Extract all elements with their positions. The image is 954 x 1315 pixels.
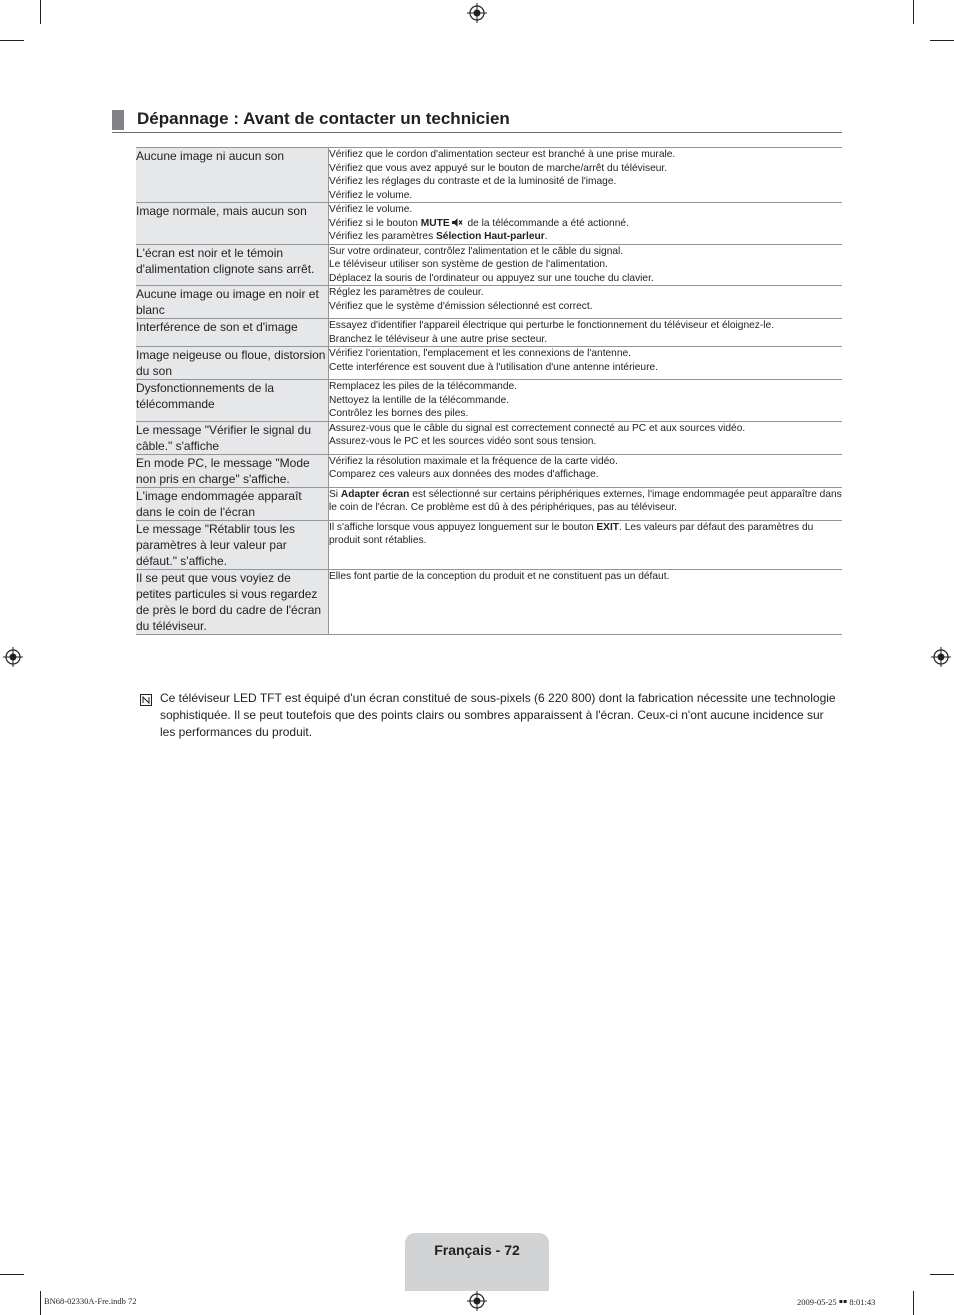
crop-mark [930,40,954,41]
title-marker [112,110,124,130]
table-row [136,380,842,422]
text-segment: Vérifiez les paramètres [329,231,437,242]
solution-line: Assurez-vous le PC et les sources vidéo sont sous tension. [329,436,597,447]
table-row [136,244,842,286]
note-text: Ce téléviseur LED TFT est équipé d'un écran constitué de sous-pixels (6 220 800) dont la fabrication nécessite une technologie sophistiquée. Il se peut toutefois que des points clairs ou sombres apparaissent à l'écran. Ceux-ci n'ont aucune incidence sur les performances du produit. [160,691,836,739]
crop-mark [913,0,914,24]
registration-mark-icon [467,3,487,23]
solution-line: Vérifiez que vous avez appuyé sur le bouton de marche/arrêt du téléviseur. [329,162,668,174]
solution-cell [329,319,843,347]
table-row [136,520,842,569]
solution-cell [329,380,843,422]
mute-label: MUTE [420,217,450,229]
text-segment: Si [329,488,341,500]
text-segment: est sélectionné sur certains périphériques externes, l'image endommagée peut apparaître dans le coin de l'écran. Ce problème est dû à des périphériques, pas au téléviseur. [329,488,842,513]
problem-cell: Image neigeuse ou floue, distorsion du son [136,347,329,380]
solution-line: Vérifiez les réglages du contraste et de la luminosité de l'image. [329,176,617,187]
solution-line: Sur votre ordinateur, contrôlez l'alimentation et le câble du signal. [329,245,624,257]
registration-mark-icon [3,647,23,667]
solution-cell [329,148,843,203]
setting-name: Adapter écran [340,488,410,500]
solution-cell [329,286,843,319]
solution-line [329,488,842,515]
solution-line [329,217,842,231]
crop-mark [40,0,41,24]
page-number-tab [405,1233,549,1291]
button-name: EXIT [596,521,620,533]
solution-line: Vérifiez le volume. [329,204,413,215]
solution-cell [329,487,843,520]
problem-cell: Le message "Rétablir tous les paramètres à leur valeur par défaut." s'affiche. [136,520,329,569]
solution-cell [329,244,843,286]
solution-line [329,521,842,548]
problem-cell: Aucune image ou image en noir et blanc [136,286,329,319]
solution-line: Elles font partie de la conception du produit et ne constituent pas un défaut. [329,570,670,582]
text-segment: Vérifiez si le bouton [329,217,421,229]
table-row [136,148,842,203]
solution-line: Comparez ces valeurs aux données des modes d'affichage. [329,469,599,480]
crop-mark [0,40,24,41]
solution-cell [329,421,843,454]
solution-line: Vérifiez que le système d'émission sélectionné est correct. [329,300,593,312]
page-number: Français - 72 [434,1242,520,1258]
table-row [136,454,842,487]
solution-cell [329,347,843,380]
file-slug: BN68-02330A-Fre.indb 72 [44,1296,137,1306]
page-title: Dépannage : Avant de contacter un technicien [137,109,510,128]
problem-cell: En mode PC, le message "Mode non pris en charge" s'affiche. [136,454,329,487]
solution-line: Nettoyez la lentille de la télécommande. [329,394,510,406]
table-row [136,569,842,634]
solution-line: Vérifiez la résolution maximale et la fréquence de la carte vidéo. [329,455,618,467]
text-segment: . Les valeurs par défaut des paramètres du produit sont rétablies. [329,521,814,546]
mute-icon [451,217,463,228]
crop-mark [930,1274,954,1275]
table-row [136,347,842,380]
text-segment: de la télécommande a été actionné. [464,217,629,229]
setting-name: Sélection Haut-parleur [436,231,545,242]
table-row [136,319,842,347]
solution-line: Branchez le téléviseur à une autre prise secteur. [329,333,548,345]
table-row [136,203,842,245]
crop-mark [913,1291,914,1315]
problem-cell: Dysfonctionnements de la télécommande [136,380,329,422]
solution-line [329,230,842,244]
table-row [136,487,842,520]
solution-cell [329,569,843,634]
solution-line: Remplacez les piles de la télécommande. [329,381,517,392]
note-icon [140,693,152,705]
problem-cell: Aucune image ni aucun son [136,148,329,203]
solution-cell [329,203,843,245]
registration-mark-icon [467,1291,487,1311]
solution-line: Assurez-vous que le câble du signal est correctement connecté au PC et aux sources vidéo. [329,422,746,434]
troubleshooting-table [136,147,842,635]
solution-line: Déplacez la souris de l'ordinateur ou appuyez sur une touche du clavier. [329,272,654,284]
registration-mark-icon [931,647,951,667]
solution-line: Vérifiez le volume. [329,189,413,201]
solution-line: Réglez les paramètres de couleur. [329,287,484,298]
crop-mark [40,1291,41,1315]
problem-cell: L'image endommagée apparaît dans le coin de l'écran [136,487,329,520]
solution-cell [329,520,843,569]
problem-cell: Il se peut que vous voyiez de petites particules si vous regardez de près le bord du cadre de l'écran du téléviseur. [136,569,329,634]
problem-cell: Le message "Vérifier le signal du câble." s'affiche [136,421,329,454]
timestamp-slug: 2009-05-25 ￭￭ 8:01:43 [797,1297,876,1307]
solution-line: Contrôlez les bornes des piles. [329,408,469,419]
solution-line: Essayez d'identifier l'appareil électrique qui perturbe le fonctionnement du téléviseur et éloignez-le. [329,320,775,331]
solution-line: Vérifiez que le cordon d'alimentation secteur est branché à une prise murale. [329,149,676,160]
problem-cell: Image normale, mais aucun son [136,203,329,245]
solution-line: Le téléviseur utiliser son système de gestion de l'alimentation. [329,259,608,270]
solution-cell [329,454,843,487]
text-segment: . [544,231,548,242]
solution-line: Cette interférence est souvent due à l'utilisation d'une antenne intérieure. [329,361,658,373]
crop-mark [0,1274,24,1275]
text-segment: Il s'affiche lorsque vous appuyez longuement sur le bouton [329,521,597,533]
problem-cell: L'écran est noir et le témoin d'alimentation clignote sans arrêt. [136,244,329,286]
section-header [112,108,842,133]
table-row [136,421,842,454]
table-row [136,286,842,319]
solution-line: Vérifiez l'orientation, l'emplacement et les connexions de l'antenne. [329,348,632,359]
problem-cell: Interférence de son et d'image [136,319,329,347]
